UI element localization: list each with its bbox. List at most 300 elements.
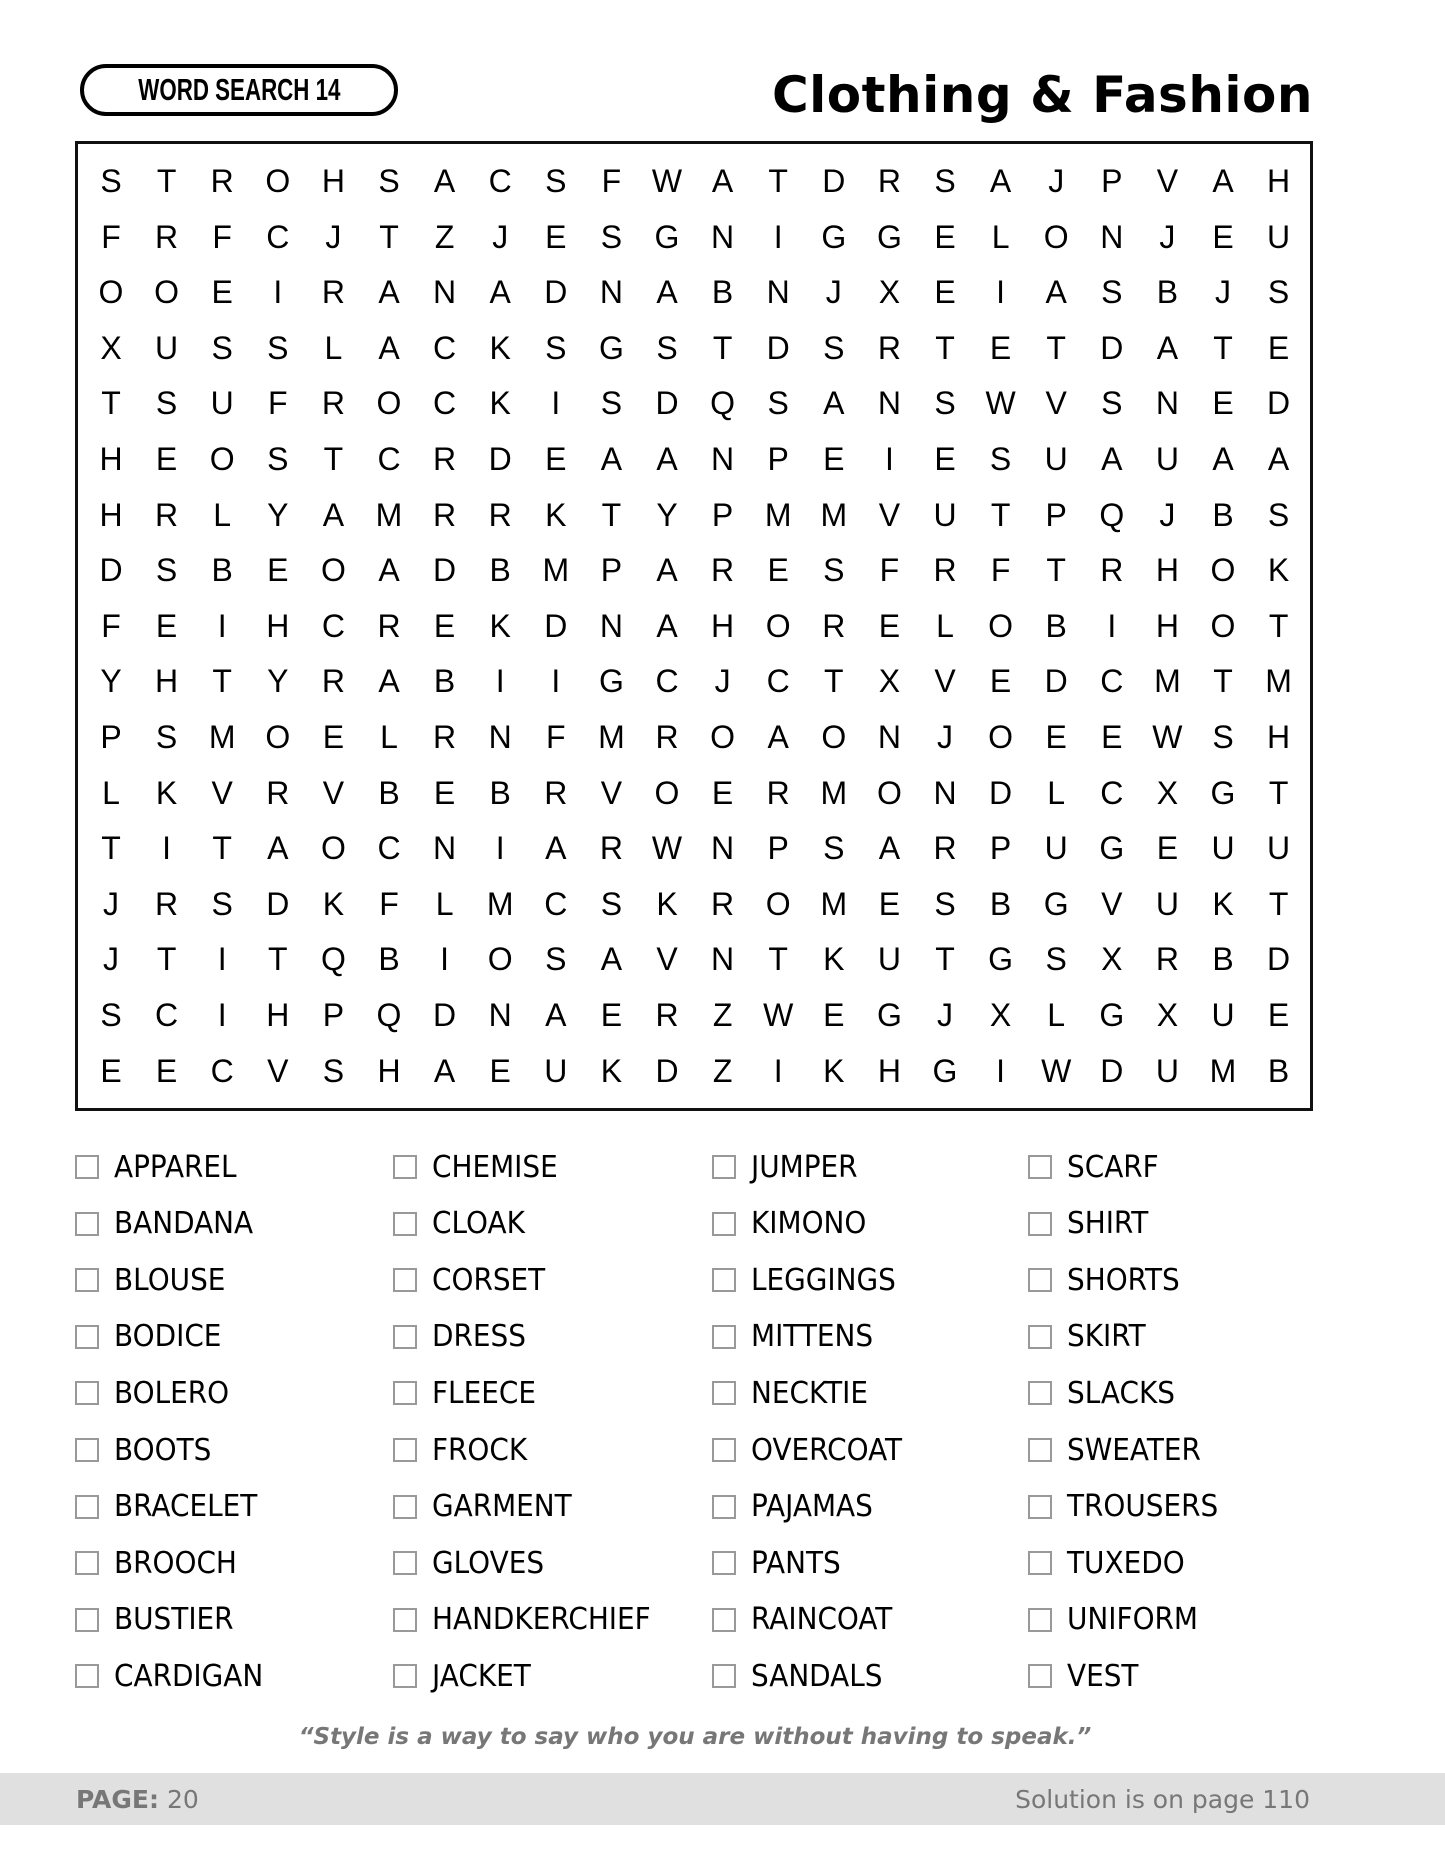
grid-letter[interactable]: V <box>322 774 345 811</box>
grid-letter[interactable]: A <box>378 552 400 589</box>
grid-letter[interactable]: T <box>268 941 288 978</box>
grid-letter[interactable]: O <box>765 885 791 922</box>
grid-letter[interactable]: N <box>711 218 735 255</box>
grid-letter[interactable]: O <box>876 774 902 811</box>
grid-letter[interactable]: S <box>545 941 567 978</box>
grid-letter[interactable]: N <box>1155 385 1179 422</box>
grid-letter[interactable]: E <box>934 218 956 255</box>
grid-letter[interactable]: S <box>600 218 623 255</box>
grid-letter[interactable]: N <box>433 830 457 867</box>
grid-letter[interactable]: O <box>376 385 402 422</box>
grid-letter[interactable]: W <box>651 163 683 199</box>
grid-letter[interactable]: P <box>767 830 789 867</box>
grid-letter[interactable]: U <box>877 941 901 978</box>
word-list-item[interactable] <box>712 1204 875 1244</box>
grid-letter[interactable]: P <box>767 441 789 477</box>
grid-letter[interactable]: A <box>656 552 678 589</box>
grid-letter[interactable]: K <box>322 885 345 922</box>
word-checkbox[interactable] <box>712 1325 736 1349</box>
grid-letter[interactable]: C <box>433 329 457 366</box>
grid-letter[interactable]: S <box>100 997 122 1033</box>
grid-letter[interactable]: A <box>545 997 567 1033</box>
grid-letter[interactable]: B <box>1212 496 1234 533</box>
grid-letter[interactable]: G <box>654 218 680 255</box>
word-list-item[interactable] <box>75 1147 246 1187</box>
grid-letter[interactable]: Q <box>376 997 402 1033</box>
grid-letter[interactable]: O <box>1210 607 1236 644</box>
grid-letter[interactable]: T <box>1046 552 1066 589</box>
grid-letter[interactable]: T <box>156 163 177 199</box>
grid-letter[interactable]: J <box>492 218 509 255</box>
grid-letter[interactable]: D <box>1267 941 1291 978</box>
grid-letter[interactable]: R <box>488 496 512 533</box>
word-list-item[interactable] <box>75 1543 246 1583</box>
grid-letter[interactable]: R <box>433 719 457 755</box>
grid-letter[interactable]: E <box>1101 719 1123 755</box>
grid-letter[interactable]: A <box>322 496 345 533</box>
grid-letter[interactable]: E <box>211 274 233 311</box>
grid-letter[interactable]: S <box>1045 941 1067 978</box>
grid-letter[interactable]: E <box>823 441 845 477</box>
word-list-item[interactable] <box>75 1373 238 1413</box>
grid-letter[interactable]: I <box>495 830 505 867</box>
grid-letter[interactable]: G <box>876 997 902 1033</box>
grid-letter[interactable]: R <box>155 496 179 533</box>
grid-letter[interactable]: E <box>1267 997 1290 1033</box>
grid-letter[interactable]: K <box>489 607 511 644</box>
grid-letter[interactable]: F <box>601 163 622 199</box>
grid-letter[interactable]: U <box>210 385 234 422</box>
grid-letter[interactable]: J <box>103 885 119 922</box>
grid-letter[interactable]: O <box>710 719 736 755</box>
word-checkbox[interactable] <box>393 1438 417 1462</box>
grid-letter[interactable]: K <box>155 774 178 811</box>
grid-letter[interactable]: I <box>440 941 450 978</box>
grid-letter[interactable]: D <box>655 1052 679 1089</box>
word-checkbox[interactable] <box>712 1155 736 1179</box>
grid-letter[interactable]: E <box>711 774 734 811</box>
grid-letter[interactable]: A <box>378 663 400 700</box>
word-checkbox[interactable] <box>1028 1608 1052 1632</box>
grid-letter[interactable]: O <box>265 163 291 199</box>
grid-letter[interactable]: T <box>824 663 844 700</box>
grid-letter[interactable]: F <box>379 885 399 922</box>
grid-letter[interactable]: T <box>379 218 399 255</box>
grid-letter[interactable]: E <box>433 774 456 811</box>
grid-letter[interactable]: E <box>989 329 1012 366</box>
word-list-item[interactable] <box>393 1147 567 1187</box>
grid-letter[interactable]: H <box>1267 163 1291 199</box>
grid-letter[interactable]: M <box>764 496 792 533</box>
word-list-item[interactable] <box>75 1260 234 1300</box>
word-list-item[interactable] <box>1028 1430 1211 1470</box>
word-checkbox[interactable] <box>75 1608 99 1632</box>
grid-letter[interactable]: D <box>544 274 568 311</box>
word-checkbox[interactable] <box>393 1608 417 1632</box>
grid-letter[interactable]: B <box>378 941 400 978</box>
word-list-item[interactable] <box>1028 1487 1230 1527</box>
grid-letter[interactable]: E <box>934 274 956 311</box>
grid-letter[interactable]: R <box>1155 941 1179 978</box>
grid-letter[interactable]: S <box>1101 274 1123 311</box>
grid-letter[interactable]: E <box>322 719 345 755</box>
word-list-item[interactable] <box>393 1317 533 1357</box>
word-list-item[interactable] <box>75 1600 243 1640</box>
word-checkbox[interactable] <box>75 1212 99 1236</box>
grid-letter[interactable]: A <box>489 274 511 311</box>
grid-letter[interactable]: I <box>495 663 505 700</box>
grid-letter[interactable]: M <box>820 774 848 811</box>
grid-letter[interactable]: S <box>211 885 233 922</box>
grid-letter[interactable]: H <box>377 1052 401 1089</box>
grid-letter[interactable]: J <box>1159 218 1176 255</box>
grid-letter[interactable]: D <box>1100 329 1124 366</box>
word-checkbox[interactable] <box>1028 1495 1052 1519</box>
grid-letter[interactable]: A <box>1212 441 1234 477</box>
grid-letter[interactable]: R <box>822 607 846 644</box>
grid-letter[interactable]: M <box>486 885 514 922</box>
grid-letter[interactable]: O <box>1043 218 1069 255</box>
word-list-item[interactable] <box>712 1487 882 1527</box>
grid-letter[interactable]: T <box>601 496 622 533</box>
grid-letter[interactable]: L <box>213 496 232 533</box>
grid-letter[interactable]: C <box>544 885 568 922</box>
word-checkbox[interactable] <box>1028 1551 1052 1575</box>
grid-letter[interactable]: A <box>989 163 1012 199</box>
word-checkbox[interactable] <box>712 1381 736 1405</box>
word-list-item[interactable] <box>393 1600 667 1640</box>
grid-letter[interactable]: C <box>1100 774 1124 811</box>
grid-letter[interactable]: S <box>1101 385 1123 422</box>
grid-letter[interactable]: B <box>711 274 734 311</box>
grid-letter[interactable]: U <box>1044 830 1068 867</box>
grid-letter[interactable]: R <box>711 885 735 922</box>
grid-letter[interactable]: L <box>435 885 454 922</box>
grid-letter[interactable]: U <box>1267 218 1291 255</box>
grid-letter[interactable]: K <box>656 885 678 922</box>
grid-letter[interactable]: K <box>545 496 567 533</box>
grid-letter[interactable]: N <box>599 607 623 644</box>
grid-letter[interactable]: M <box>820 885 848 922</box>
grid-letter[interactable]: A <box>1101 441 1123 477</box>
grid-letter[interactable]: Y <box>267 663 289 700</box>
grid-letter[interactable]: S <box>823 830 845 867</box>
grid-letter[interactable]: F <box>268 385 288 422</box>
word-checkbox[interactable] <box>1028 1325 1052 1349</box>
grid-letter[interactable]: M <box>375 496 403 533</box>
grid-letter[interactable]: X <box>1156 774 1179 811</box>
word-list-item[interactable] <box>75 1204 264 1244</box>
grid-letter[interactable]: C <box>155 997 179 1033</box>
grid-letter[interactable]: A <box>656 441 678 477</box>
grid-letter[interactable]: I <box>1107 607 1117 644</box>
word-checkbox[interactable] <box>712 1495 736 1519</box>
grid-letter[interactable]: O <box>265 719 291 755</box>
grid-letter[interactable]: G <box>1099 830 1125 867</box>
grid-letter[interactable]: T <box>101 385 121 422</box>
grid-letter[interactable]: A <box>767 719 789 755</box>
grid-letter[interactable]: O <box>154 274 180 311</box>
grid-letter[interactable]: I <box>217 607 227 644</box>
word-list-item[interactable] <box>393 1260 554 1300</box>
grid-letter[interactable]: I <box>273 274 283 311</box>
grid-letter[interactable]: K <box>1212 885 1234 922</box>
grid-letter[interactable]: T <box>768 941 788 978</box>
word-list-item[interactable] <box>712 1543 848 1583</box>
grid-letter[interactable]: R <box>766 774 790 811</box>
grid-letter[interactable]: G <box>598 663 624 700</box>
grid-letter[interactable]: S <box>1267 274 1290 311</box>
grid-letter[interactable]: E <box>545 441 567 477</box>
grid-letter[interactable]: C <box>377 830 401 867</box>
word-list-item[interactable] <box>393 1656 538 1696</box>
grid-letter[interactable]: S <box>100 163 122 199</box>
grid-letter[interactable]: R <box>877 163 901 199</box>
grid-letter[interactable]: C <box>488 163 512 199</box>
grid-letter[interactable]: I <box>551 663 561 700</box>
grid-letter[interactable]: N <box>488 997 512 1033</box>
word-checkbox[interactable] <box>75 1495 99 1519</box>
grid-letter[interactable]: V <box>934 663 956 700</box>
grid-letter[interactable]: S <box>934 385 956 422</box>
grid-letter[interactable]: L <box>991 218 1010 255</box>
grid-letter[interactable]: S <box>267 329 289 366</box>
grid-letter[interactable]: X <box>989 997 1012 1033</box>
grid-letter[interactable]: L <box>1047 774 1066 811</box>
grid-letter[interactable]: T <box>935 329 955 366</box>
grid-letter[interactable]: R <box>266 774 290 811</box>
word-list-item[interactable] <box>712 1317 882 1357</box>
grid-letter[interactable]: R <box>933 552 957 589</box>
grid-letter[interactable]: M <box>208 719 236 755</box>
grid-letter[interactable]: F <box>101 218 121 255</box>
word-checkbox[interactable] <box>712 1664 736 1688</box>
grid-letter[interactable]: J <box>1215 274 1231 311</box>
grid-letter[interactable]: C <box>766 663 790 700</box>
grid-letter[interactable]: S <box>155 719 178 755</box>
grid-letter[interactable]: E <box>989 663 1012 700</box>
grid-letter[interactable]: E <box>155 441 178 477</box>
grid-letter[interactable]: N <box>599 274 623 311</box>
word-list-item[interactable] <box>75 1656 274 1696</box>
grid-letter[interactable]: A <box>823 385 845 422</box>
grid-letter[interactable]: H <box>99 441 123 477</box>
grid-letter[interactable]: E <box>767 552 789 589</box>
grid-letter[interactable]: V <box>1101 885 1123 922</box>
word-checkbox[interactable] <box>75 1155 99 1179</box>
grid-letter[interactable]: T <box>212 830 232 867</box>
word-checkbox[interactable] <box>393 1664 417 1688</box>
grid-letter[interactable]: T <box>1268 885 1289 922</box>
grid-letter[interactable]: N <box>711 941 735 978</box>
grid-letter[interactable]: R <box>1100 552 1124 589</box>
grid-letter[interactable]: E <box>267 552 289 589</box>
word-list-item[interactable] <box>393 1487 582 1527</box>
grid-letter[interactable]: S <box>155 385 178 422</box>
word-checkbox[interactable] <box>393 1495 417 1519</box>
grid-letter[interactable]: N <box>877 385 901 422</box>
grid-letter[interactable]: N <box>433 274 457 311</box>
grid-letter[interactable]: G <box>1210 774 1236 811</box>
grid-letter[interactable]: A <box>656 274 678 311</box>
grid-letter[interactable]: H <box>321 163 345 199</box>
word-list-item[interactable] <box>712 1147 866 1187</box>
grid-letter[interactable]: T <box>1213 663 1233 700</box>
grid-letter[interactable]: V <box>267 1052 289 1089</box>
grid-letter[interactable]: M <box>1209 1052 1237 1089</box>
grid-letter[interactable]: E <box>489 1052 511 1089</box>
grid-letter[interactable]: H <box>99 496 123 533</box>
grid-letter[interactable]: F <box>546 719 566 755</box>
grid-letter[interactable]: D <box>1267 385 1291 422</box>
grid-letter[interactable]: S <box>211 329 233 366</box>
grid-letter[interactable]: E <box>878 607 901 644</box>
grid-letter[interactable]: S <box>823 329 845 366</box>
grid-letter[interactable]: N <box>488 719 512 755</box>
grid-letter[interactable]: Q <box>1099 496 1125 533</box>
grid-letter[interactable]: O <box>821 719 847 755</box>
grid-letter[interactable]: A <box>378 274 400 311</box>
grid-letter[interactable]: T <box>1268 607 1289 644</box>
word-list-item[interactable] <box>1028 1204 1154 1244</box>
word-checkbox[interactable] <box>1028 1381 1052 1405</box>
grid-letter[interactable]: U <box>1044 441 1068 477</box>
grid-letter[interactable]: K <box>489 329 511 366</box>
grid-letter[interactable]: X <box>1156 997 1179 1033</box>
grid-letter[interactable]: A <box>433 1052 456 1089</box>
grid-letter[interactable]: U <box>1155 885 1179 922</box>
grid-letter[interactable]: H <box>266 997 290 1033</box>
word-list-item[interactable] <box>75 1317 230 1357</box>
grid-letter[interactable]: D <box>655 385 679 422</box>
grid-letter[interactable]: T <box>101 830 121 867</box>
grid-letter[interactable]: G <box>821 218 847 255</box>
grid-letter[interactable]: D <box>766 329 790 366</box>
grid-letter[interactable]: U <box>155 329 179 366</box>
grid-letter[interactable]: N <box>711 830 735 867</box>
grid-letter[interactable]: S <box>934 163 956 199</box>
grid-letter[interactable]: E <box>600 997 623 1033</box>
grid-letter[interactable]: P <box>322 997 345 1033</box>
grid-letter[interactable]: X <box>878 663 901 700</box>
word-checkbox[interactable] <box>393 1212 417 1236</box>
grid-letter[interactable]: M <box>1265 663 1292 700</box>
grid-letter[interactable]: U <box>1211 997 1235 1033</box>
grid-letter[interactable]: S <box>1212 719 1234 755</box>
grid-letter[interactable]: M <box>542 552 570 589</box>
word-checkbox[interactable] <box>712 1438 736 1462</box>
grid-letter[interactable]: R <box>433 496 457 533</box>
grid-letter[interactable]: N <box>877 719 901 755</box>
grid-letter[interactable]: I <box>217 997 227 1033</box>
word-checkbox[interactable] <box>393 1155 417 1179</box>
word-checkbox[interactable] <box>75 1438 99 1462</box>
grid-letter[interactable]: T <box>323 441 344 477</box>
grid-letter[interactable]: D <box>99 552 123 589</box>
grid-letter[interactable]: B <box>211 552 233 589</box>
grid-letter[interactable]: H <box>266 607 290 644</box>
grid-letter[interactable]: E <box>1045 719 1067 755</box>
grid-letter[interactable]: C <box>655 663 679 700</box>
word-checkbox[interactable] <box>393 1268 417 1292</box>
grid-letter[interactable]: C <box>1100 663 1124 700</box>
word-checkbox[interactable] <box>1028 1155 1052 1179</box>
grid-letter[interactable]: D <box>989 774 1013 811</box>
grid-letter[interactable]: M <box>598 719 625 755</box>
word-checkbox[interactable] <box>393 1381 417 1405</box>
grid-letter[interactable]: O <box>209 441 235 477</box>
grid-letter[interactable]: C <box>377 441 401 477</box>
grid-letter[interactable]: S <box>545 329 567 366</box>
grid-letter[interactable]: L <box>102 774 120 811</box>
grid-letter[interactable]: I <box>773 218 783 255</box>
grid-letter[interactable]: L <box>380 719 398 755</box>
grid-letter[interactable]: O <box>320 552 346 589</box>
grid-letter[interactable]: T <box>212 663 232 700</box>
grid-letter[interactable]: T <box>156 941 177 978</box>
grid-letter[interactable]: E <box>545 218 567 255</box>
grid-letter[interactable]: J <box>937 719 953 755</box>
word-list-item[interactable] <box>1028 1543 1194 1583</box>
grid-letter[interactable]: R <box>711 552 735 589</box>
grid-letter[interactable]: O <box>320 830 346 867</box>
word-list-item[interactable] <box>1028 1317 1152 1357</box>
grid-letter[interactable]: D <box>822 163 846 199</box>
grid-letter[interactable]: E <box>1156 830 1179 867</box>
grid-letter[interactable]: O <box>988 719 1014 755</box>
word-checkbox[interactable] <box>712 1212 736 1236</box>
grid-letter[interactable]: Z <box>712 997 733 1033</box>
word-checkbox[interactable] <box>75 1325 99 1349</box>
grid-letter[interactable]: G <box>932 1052 958 1089</box>
grid-letter[interactable]: T <box>768 163 788 199</box>
grid-letter[interactable]: G <box>876 218 902 255</box>
grid-letter[interactable]: D <box>266 885 290 922</box>
grid-letter[interactable]: D <box>433 552 457 589</box>
grid-letter[interactable]: S <box>322 1052 345 1089</box>
word-checkbox[interactable] <box>1028 1268 1052 1292</box>
grid-letter[interactable]: K <box>1267 552 1290 589</box>
grid-letter[interactable]: Q <box>320 941 346 978</box>
grid-letter[interactable]: G <box>1099 997 1125 1033</box>
grid-letter[interactable]: V <box>1156 163 1179 199</box>
grid-letter[interactable]: S <box>600 385 623 422</box>
grid-letter[interactable]: G <box>1043 885 1069 922</box>
grid-letter[interactable]: O <box>988 607 1014 644</box>
grid-letter[interactable]: A <box>600 941 623 978</box>
grid-letter[interactable]: R <box>377 607 401 644</box>
grid-letter[interactable]: D <box>1100 1052 1124 1089</box>
word-list-item[interactable] <box>712 1373 877 1413</box>
grid-letter[interactable]: H <box>1267 719 1291 755</box>
grid-letter[interactable]: U <box>1155 441 1179 477</box>
grid-letter[interactable]: B <box>378 774 400 811</box>
grid-letter[interactable]: B <box>1212 941 1234 978</box>
word-checkbox[interactable] <box>1028 1438 1052 1462</box>
word-list-item[interactable] <box>712 1656 892 1696</box>
grid-letter[interactable]: N <box>711 441 735 477</box>
grid-letter[interactable]: Z <box>712 1052 733 1089</box>
word-list-item[interactable] <box>712 1260 907 1300</box>
grid-letter[interactable]: T <box>712 329 733 366</box>
grid-letter[interactable]: K <box>489 385 511 422</box>
grid-letter[interactable]: D <box>1044 663 1068 700</box>
word-list-item[interactable] <box>393 1204 532 1244</box>
grid-letter[interactable]: P <box>711 496 734 533</box>
grid-letter[interactable]: E <box>878 885 901 922</box>
grid-letter[interactable]: E <box>433 607 456 644</box>
word-checkbox[interactable] <box>75 1381 99 1405</box>
